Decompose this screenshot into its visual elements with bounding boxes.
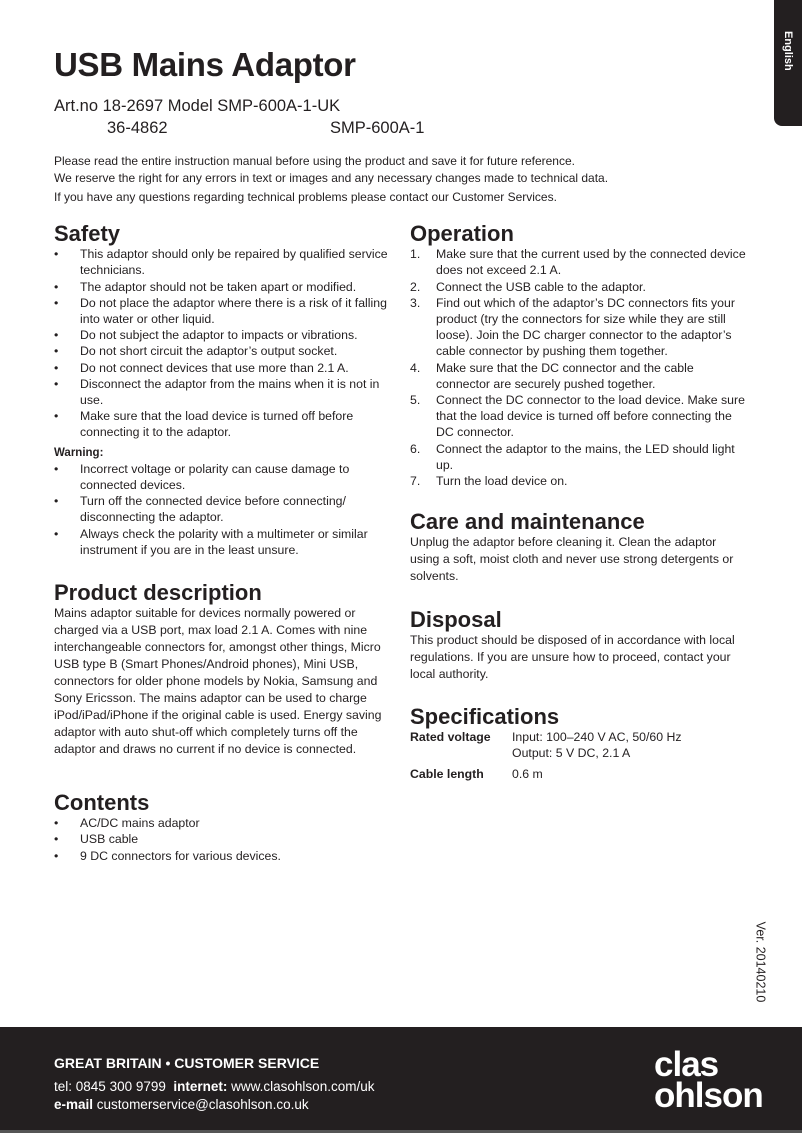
spec-key: Rated voltage bbox=[410, 730, 491, 745]
clas-ohlson-logo bbox=[654, 1045, 763, 1115]
list-text: Connect the USB cable to the adaptor. bbox=[436, 279, 646, 294]
list-item bbox=[410, 246, 746, 278]
list-marker: • bbox=[54, 247, 59, 262]
spec-value: 0.6 m bbox=[512, 766, 543, 781]
internet-label: internet: bbox=[173, 1079, 228, 1094]
footer-title: GREAT BRITAIN • CUSTOMER SERVICE bbox=[54, 1055, 320, 1071]
section-heading: Contents bbox=[54, 790, 150, 815]
list-item bbox=[410, 473, 746, 489]
list-marker: 7. bbox=[410, 474, 421, 489]
language-label: English bbox=[782, 31, 794, 71]
list-text: Find out which of the adaptor’s DC connectors fits your product (try the connectors for size while they are still loose). Join the DC charger connector to the adaptor’s cable connector by pushing them together. bbox=[436, 295, 735, 359]
list-text: Always check the polarity with a multimeter or similar instrument if you are in the least unsure. bbox=[80, 526, 368, 557]
warning-label: Warning: bbox=[54, 446, 104, 459]
disposal-section bbox=[410, 607, 735, 683]
spec-row bbox=[410, 729, 750, 761]
spec-key: Cable length bbox=[410, 766, 484, 781]
list-marker: 6. bbox=[410, 441, 421, 456]
list-text: Make sure that the DC connector and the cable connector are securely pushed together. bbox=[436, 360, 694, 391]
list-text: USB cable bbox=[80, 832, 139, 847]
list-item bbox=[54, 295, 390, 327]
intro bbox=[54, 153, 754, 206]
list-marker: • bbox=[54, 848, 59, 863]
language-tab bbox=[774, 0, 802, 126]
tel-link[interactable]: 0845 300 9799 bbox=[75, 1079, 166, 1094]
list-marker: • bbox=[54, 376, 59, 391]
disposal-text: This product should be disposed of in accordance with local regulations. If you are unsure how to proceed, contact your local authority. bbox=[410, 633, 735, 682]
spec-row bbox=[410, 766, 750, 782]
list-marker: • bbox=[54, 344, 59, 359]
list-marker: • bbox=[54, 816, 59, 831]
intro-line: If you have any questions regarding technical problems please contact our Customer Services. bbox=[54, 190, 557, 204]
list-marker: 5. bbox=[410, 393, 421, 408]
product-text: Mains adaptor suitable for devices normally powered or charged via a USB port, max load 2.1 A. Comes with nine interchangeable connectors for, amongst other things, Micro USB type B (Smart Phones/Android phones), Mini USB, connectors for older phone models by Nokia, Samsung and Sony Ericsson. The mains adaptor can be used to charge iPod/iPad/iPhone if the original cable is used. Energy saving adaptor with auto shut-off which completely turns off the adaptor and draws no current if no device is connected. bbox=[54, 606, 382, 757]
list-item bbox=[54, 246, 390, 278]
list-marker: • bbox=[54, 494, 59, 509]
tel-label: tel: bbox=[54, 1079, 73, 1094]
website-link[interactable]: www.clasohlson.com/uk bbox=[231, 1079, 375, 1094]
list-marker: 3. bbox=[410, 295, 421, 310]
list-text: Make sure that the current used by the connected device does not exceed 2.1 A. bbox=[436, 247, 746, 278]
list-item bbox=[410, 295, 746, 360]
section-heading: Care and maintenance bbox=[410, 509, 645, 534]
list-marker: 4. bbox=[410, 360, 421, 375]
list-marker: • bbox=[54, 409, 59, 424]
section-heading: Disposal bbox=[410, 607, 502, 632]
model-2: SMP-600A-1 bbox=[330, 119, 425, 137]
section-heading: Operation bbox=[410, 221, 514, 246]
spec-value: Output: 5 V DC, 2.1 A bbox=[512, 746, 631, 761]
list-marker: • bbox=[54, 328, 59, 343]
product-section bbox=[54, 580, 384, 758]
list-text: Do not connect devices that use more than 2.1 A. bbox=[80, 360, 349, 375]
care-text: Unplug the adaptor before cleaning it. Clean the adaptor using a soft, moist cloth and never use strong detergents or solvents. bbox=[410, 535, 734, 584]
list-item bbox=[54, 360, 390, 376]
list-item bbox=[54, 815, 394, 831]
intro-line: Please read the entire instruction manual before using the product and save it for future reference. bbox=[54, 154, 575, 168]
list-item bbox=[54, 831, 394, 847]
contents-section bbox=[54, 790, 394, 864]
section-heading: Product description bbox=[54, 580, 262, 605]
list-text: Connect the adaptor to the mains, the LED should light up. bbox=[436, 441, 735, 472]
list-text: AC/DC mains adaptor bbox=[80, 816, 200, 831]
spec-value: Input: 100–240 V AC, 50/60 Hz bbox=[512, 730, 682, 745]
section-heading: Safety bbox=[54, 221, 121, 246]
list-marker: 2. bbox=[410, 279, 421, 294]
section-heading: Specifications bbox=[410, 704, 560, 729]
version: Ver. 20140210 bbox=[753, 921, 768, 1003]
list-marker: • bbox=[54, 461, 59, 476]
email-link[interactable]: customerservice@clasohlson.co.uk bbox=[96, 1097, 309, 1112]
list-marker: • bbox=[54, 279, 59, 294]
list-marker: • bbox=[54, 832, 59, 847]
footer bbox=[0, 1027, 802, 1133]
footer-contact bbox=[54, 1079, 374, 1094]
art-line-1: Art.no 18-2697 Model SMP-600A-1-UK bbox=[54, 97, 341, 115]
list-item bbox=[410, 279, 746, 295]
list-item bbox=[54, 493, 390, 525]
list-text: Connect the DC connector to the load device. Make sure that the load device is turned off before connecting the DC connector. bbox=[436, 393, 745, 440]
list-text: Make sure that the load device is turned off before connecting it to the adaptor. bbox=[80, 409, 354, 440]
art-no-2: 36-4862 bbox=[107, 119, 168, 137]
list-item bbox=[410, 441, 746, 473]
logo-text: clas bbox=[654, 1045, 719, 1084]
list-text: Disconnect the adaptor from the mains when it is not in use. bbox=[80, 376, 380, 408]
list-item bbox=[410, 360, 746, 392]
care-section bbox=[410, 509, 740, 585]
list-item bbox=[54, 376, 390, 408]
page-title: USB Mains Adaptor bbox=[54, 46, 356, 83]
list-text: Turn off the connected device before connecting/ disconnecting the adaptor. bbox=[80, 494, 346, 525]
email-label: e-mail bbox=[54, 1097, 94, 1112]
list-text: Do not short circuit the adaptor’s output socket. bbox=[80, 344, 338, 359]
list-item bbox=[54, 327, 390, 343]
list-text: The adaptor should not be taken apart or modified. bbox=[80, 279, 357, 294]
list-marker: 1. bbox=[410, 247, 421, 262]
list-text: 9 DC connectors for various devices. bbox=[80, 848, 281, 863]
list-text: Do not subject the adaptor to impacts or vibrations. bbox=[80, 328, 358, 343]
specs-section bbox=[410, 704, 750, 782]
list-item bbox=[54, 408, 390, 440]
list-marker: • bbox=[54, 295, 59, 310]
list-item bbox=[54, 848, 394, 864]
list-item bbox=[54, 461, 390, 493]
list-item bbox=[54, 526, 390, 558]
list-marker: • bbox=[54, 360, 59, 375]
list-text: Do not place the adaptor where there is a risk of it falling into water or other liquid. bbox=[80, 295, 387, 327]
list-item bbox=[54, 343, 390, 359]
footer-email bbox=[54, 1097, 309, 1112]
list-text: This adaptor should only be repaired by qualified service technicians. bbox=[80, 247, 388, 278]
list-text: Turn the load device on. bbox=[436, 474, 568, 489]
list-text: Incorrect voltage or polarity can cause damage to connected devices. bbox=[80, 461, 350, 493]
list-item bbox=[54, 279, 390, 295]
intro-line: We reserve the right for any errors in text or images and any necessary changes made to technical data. bbox=[54, 171, 609, 185]
logo-text: ohlson bbox=[654, 1076, 763, 1115]
list-item bbox=[410, 392, 746, 441]
safety-section bbox=[54, 221, 390, 558]
list-marker: • bbox=[54, 526, 59, 541]
operation-section bbox=[410, 221, 746, 489]
